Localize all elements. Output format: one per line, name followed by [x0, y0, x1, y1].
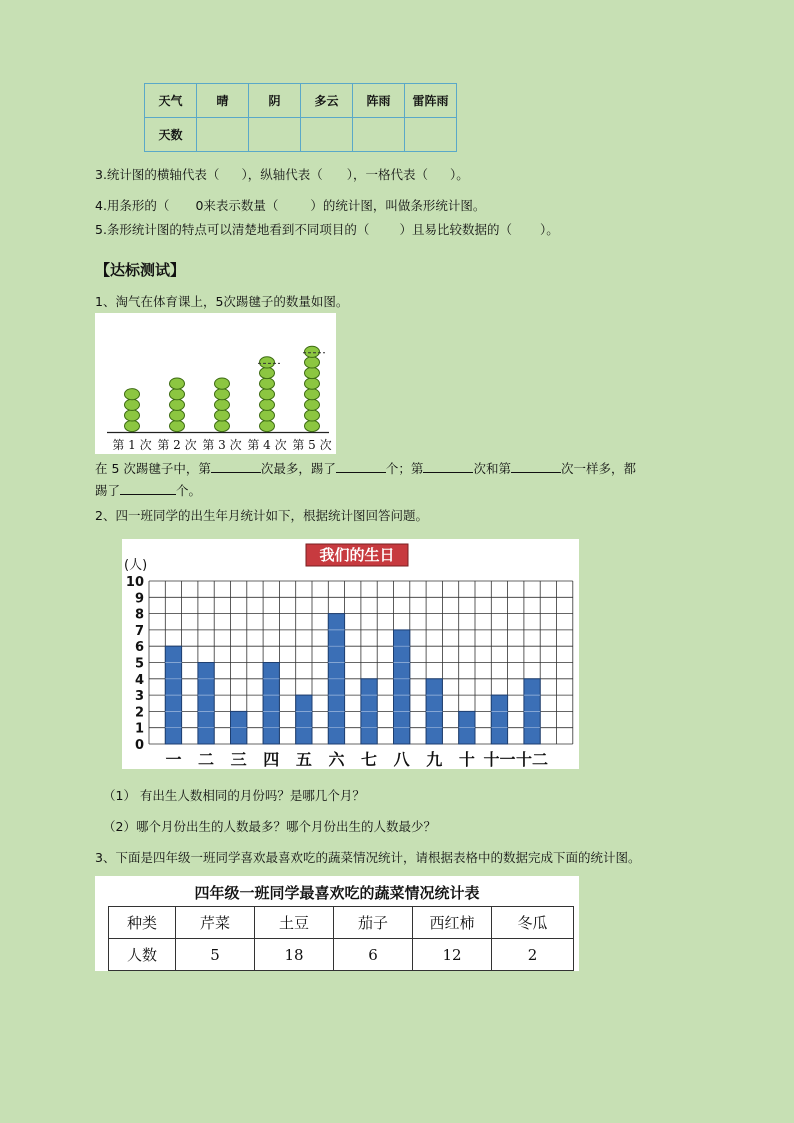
- q-part: 次一样多，都: [560, 461, 636, 476]
- vegetable-panel: [95, 876, 579, 971]
- bar: [296, 695, 312, 744]
- q3-part: 3.统计图的横轴代表（: [95, 167, 220, 182]
- veg-cell: 茄子: [334, 907, 413, 939]
- shuttlecock-icon: [305, 378, 320, 389]
- shuttlecock-icon: [215, 378, 230, 389]
- category-label: 第 5 次: [292, 438, 332, 452]
- q3-part: ），纵轴代表（: [241, 167, 323, 182]
- shuttlecock-icon: [170, 378, 185, 389]
- shuttlecock-icon: [260, 410, 275, 421]
- shuttlecock-icon: [215, 410, 230, 421]
- category-label: 第 2 次: [157, 438, 197, 452]
- y-axis-label: (人): [124, 558, 148, 573]
- x-tick-label: 四: [263, 750, 280, 769]
- question-3: [95, 167, 469, 183]
- weather-cell: 多云: [301, 84, 353, 118]
- q4-part: ）的统计图，叫做条形统计图。: [310, 198, 486, 213]
- x-tick-label: 七: [361, 750, 378, 769]
- veg-cell: 土豆: [255, 907, 334, 939]
- problem-3-prompt: 3、下面是四年级一班同学喜欢最喜欢吃的蔬菜情况统计，请根据表格中的数据完成下面的统计图。: [95, 850, 641, 865]
- x-tick-label: 五: [295, 750, 312, 769]
- shuttlecock-icon: [305, 346, 320, 357]
- y-tick-label: 3: [134, 689, 144, 705]
- q5-part: ）。: [539, 222, 559, 237]
- shuttlecock-icon: [215, 420, 230, 431]
- bar: [491, 695, 507, 744]
- veg-cell: 人数: [109, 939, 176, 971]
- weather-row-label: 天数: [145, 118, 197, 152]
- x-tick-label: 十: [458, 750, 475, 769]
- shuttlecock-chart-svg: [95, 313, 336, 454]
- x-tick-label: 八: [393, 750, 410, 769]
- shuttlecock-icon: [170, 410, 185, 421]
- y-tick-label: 4: [134, 672, 144, 688]
- shuttlecock-icon: [125, 389, 140, 400]
- weather-blank-cell: [249, 118, 301, 152]
- shuttlecock-icon: [215, 389, 230, 400]
- y-tick-label: 6: [134, 640, 144, 656]
- answer-blank[interactable]: [511, 460, 561, 473]
- veg-cell: 6: [334, 939, 413, 971]
- shuttlecock-icon: [305, 410, 320, 421]
- q-part: 个；第: [385, 461, 424, 476]
- weather-table: [144, 83, 457, 152]
- weather-cell: 天气: [145, 84, 197, 118]
- weather-blank-cell: [197, 118, 249, 152]
- q3-part: ）。: [449, 167, 469, 182]
- vegetable-row-counts: [109, 939, 574, 971]
- question-4: [95, 198, 485, 214]
- y-tick-label: 1: [134, 721, 144, 737]
- vegetable-table-title: 四年级一班同学最喜欢吃的蔬菜情况统计表: [194, 884, 480, 902]
- x-tick-label: 三: [230, 750, 247, 769]
- weather-blank-cell: [301, 118, 353, 152]
- y-tick-label: 10: [125, 575, 144, 590]
- shuttlecock-icon: [170, 399, 185, 410]
- weather-cell: 晴: [197, 84, 249, 118]
- bar: [198, 663, 214, 745]
- q5-part: ）且易比较数据的（: [399, 222, 512, 237]
- category-label: 第 3 次: [202, 438, 242, 452]
- shuttlecock-icon: [215, 399, 230, 410]
- birthday-chart: [122, 539, 579, 769]
- x-tick-label: 二: [198, 750, 215, 769]
- answer-blank[interactable]: [211, 460, 261, 473]
- weather-blank-cell: [405, 118, 457, 152]
- y-tick-label: 9: [134, 591, 144, 607]
- shuttlecock-icon: [125, 410, 140, 421]
- x-tick-label: 十一: [483, 750, 516, 769]
- shuttlecock-icon: [170, 389, 185, 400]
- y-tick-label: 2: [134, 705, 144, 721]
- problem-1-question-line2: [95, 482, 201, 499]
- shuttlecock-icon: [170, 420, 185, 431]
- shuttlecock-icon: [125, 399, 140, 410]
- answer-blank[interactable]: [336, 460, 386, 473]
- veg-cell: 冬瓜: [492, 907, 574, 939]
- problem-2-prompt: 2、四一班同学的出生年月统计如下，根据统计图回答问题。: [95, 508, 428, 523]
- shuttlecock-chart: [95, 313, 336, 454]
- shuttlecock-icon: [260, 378, 275, 389]
- section-title: 【达标测试】: [95, 261, 186, 279]
- y-tick-label: 5: [134, 656, 144, 672]
- q-part: 踢了: [95, 483, 121, 498]
- veg-cell: 18: [255, 939, 334, 971]
- weather-cell: 阵雨: [353, 84, 405, 118]
- shuttlecock-icon: [305, 389, 320, 400]
- problem-1-prompt: 1、淘气在体育课上，5次踢毽子的数量如图。: [95, 294, 349, 309]
- shuttlecock-icon: [260, 420, 275, 431]
- chart-title: 我们的生日: [319, 546, 395, 564]
- bar: [263, 663, 279, 745]
- x-tick-label: 六: [328, 750, 345, 769]
- shuttlecock-icon: [305, 420, 320, 431]
- vegetable-table: [108, 906, 574, 971]
- q-part: 次和第: [473, 461, 511, 476]
- q3-part: ），一格代表（: [346, 167, 428, 182]
- shuttlecock-icon: [260, 357, 275, 368]
- weather-blank-cell: [353, 118, 405, 152]
- q-part: 次最多，踢了: [260, 461, 336, 476]
- q-part: 在 5 次踢毽子中，第: [95, 461, 211, 476]
- weather-header-row: [145, 84, 457, 118]
- category-label: 第 1 次: [112, 438, 152, 452]
- veg-cell: 芹菜: [176, 907, 255, 939]
- birthday-chart-svg: [122, 539, 579, 769]
- answer-blank[interactable]: [423, 460, 473, 473]
- veg-cell: 12: [413, 939, 492, 971]
- category-label: 第 4 次: [247, 438, 287, 452]
- x-tick-label: 十二: [516, 750, 549, 769]
- problem-2-sub-1: （1） 有出生人数相同的月份吗？是哪几个月？: [103, 788, 365, 803]
- x-tick-label: 一: [165, 750, 182, 769]
- problem-1-question-line1: [95, 460, 636, 477]
- shuttlecock-icon: [305, 399, 320, 410]
- shuttlecock-icon: [260, 399, 275, 410]
- bar: [394, 630, 410, 744]
- shuttlecock-icon: [260, 367, 275, 378]
- q4-part: 4.用条形的（: [95, 198, 170, 213]
- q-part: 个。: [176, 483, 202, 498]
- y-tick-label: 0: [134, 738, 144, 753]
- problem-2-sub-2: （2）哪个月份出生的人数最多？哪个月份出生的人数最少？: [103, 819, 436, 834]
- vegetable-row-kinds: [109, 907, 574, 939]
- q5-part: 5.条形统计图的特点可以清楚地看到不同项目的（: [95, 222, 370, 237]
- y-tick-label: 8: [134, 607, 144, 623]
- weather-cell: 阴: [249, 84, 301, 118]
- shuttlecock-icon: [260, 389, 275, 400]
- weather-cell: 雷阵雨: [405, 84, 457, 118]
- x-tick-label: 九: [426, 750, 443, 769]
- shuttlecock-icon: [305, 367, 320, 378]
- shuttlecock-icon: [305, 357, 320, 368]
- veg-cell: 西红柿: [413, 907, 492, 939]
- veg-cell: 2: [492, 939, 574, 971]
- question-5: [95, 222, 559, 238]
- veg-cell: 种类: [109, 907, 176, 939]
- answer-blank[interactable]: [120, 482, 176, 495]
- q4-part: 0来表示数量（: [195, 198, 279, 213]
- weather-days-row: [145, 118, 457, 152]
- veg-cell: 5: [176, 939, 255, 971]
- y-tick-label: 7: [134, 623, 144, 639]
- shuttlecock-icon: [125, 420, 140, 431]
